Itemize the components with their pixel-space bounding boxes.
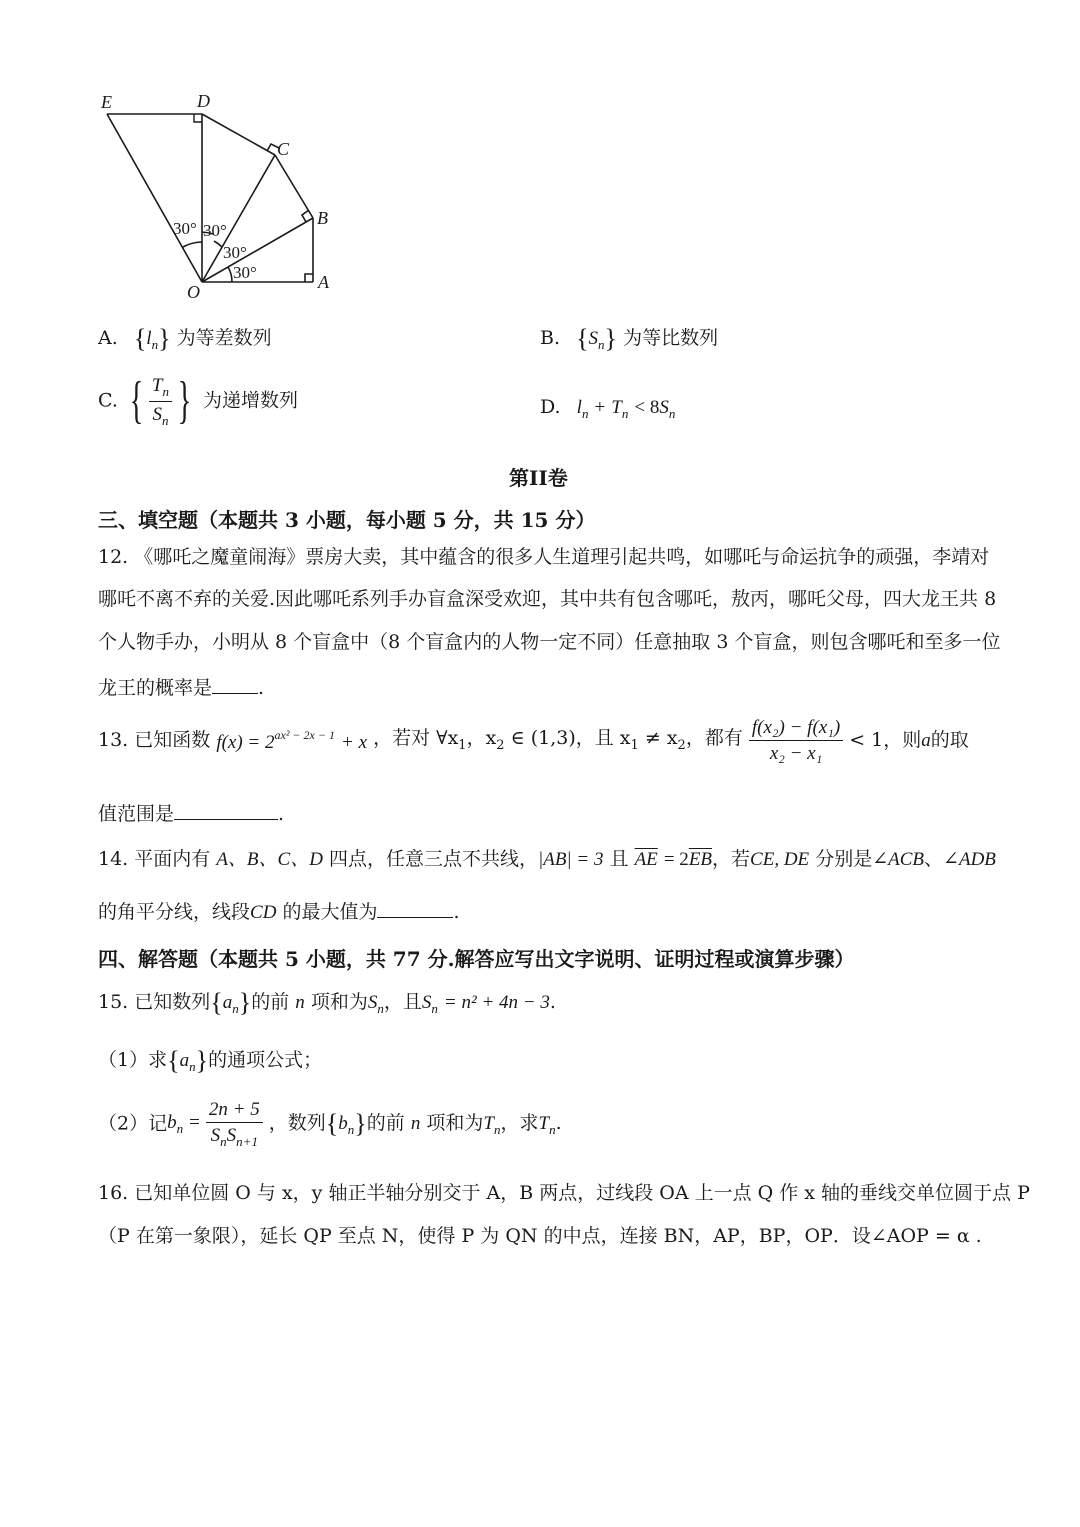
choice-b-text: 为等比数列	[623, 327, 719, 349]
choice-d-lt: < 8	[634, 397, 660, 418]
label-o: O	[187, 282, 200, 302]
q12-line3: 个人物手办，小明从 8 个盲盒中（8 个盲盒内的人物一定不同）任意抽取 3 个盲盒，则包含哪吒和至多一位	[98, 631, 1001, 653]
choice-d-t: T	[611, 397, 622, 418]
q13-line1: 13. 已知函数 $f(x) = 2^{ax^2 - 2x - 1} + x$ ，若对 $\forall x_1$，$x_2$ ∈ (1,3)，且 $x_1 \ne x_2$，都有 $\frac{\text{f(x₂) − f(x₁)}}{\text{x₂ − x₁}}$ < 1，则a的取	[98, 717, 969, 764]
q13-line2: 值范围是 .	[98, 803, 285, 825]
q16-line1: 16. 已知单位圆 O 与 x，y 轴正半轴分别交于 A，B 两点，过线段 OA 上一点 Q 作 x 轴的垂线交单位圆于点 P	[98, 1182, 1030, 1204]
choice-a-label: A.	[98, 327, 118, 349]
section3-heading: 三、填空题（本题共 3 小题，每小题 5 分，共 15 分）	[98, 508, 596, 532]
q13-answer-blank[interactable]	[174, 802, 278, 820]
q15-stem: 15. 已知数列$\{a_n\}$的前 n 项和为$S_n$，且$S_n = n^2 + 4n - 3$.	[98, 988, 556, 1017]
section4-heading: 四、解答题（本题共 5 小题，共 77 分.解答应写出文字说明、证明过程或演算步骤）	[98, 947, 855, 971]
choice-c: C. { $\frac{T_n}{S_n}$ } 为递增数列	[98, 372, 299, 429]
q12-line1: 12. 《哪吒之魔童闹海》票房大卖，其中蕴含的很多人生道理引起共鸣，如哪吒与命运抗争的顽强，李靖对	[98, 546, 990, 568]
q14-answer-blank[interactable]	[377, 900, 453, 918]
q12-line4: 龙王的概率是 .	[98, 677, 265, 699]
q15-fraction: $\frac{2n + 5}{S_nS_{n+1}}$	[206, 1100, 263, 1148]
arc-1	[228, 267, 232, 282]
choice-c-num: T	[151, 374, 163, 396]
label-c: C	[277, 139, 290, 159]
choice-d-l: l	[576, 397, 582, 418]
q13-function: f(x) = 2	[216, 732, 275, 753]
label-e: E	[101, 92, 112, 112]
choice-b-sub: n	[598, 337, 605, 352]
choice-a-math: l	[146, 328, 152, 349]
choice-a: A. $\{l_n\}$ 为等差数列	[98, 324, 272, 353]
q14-line1: 14. 平面内有 A、B、C、D 四点，任意三点不共线，|AB| = 3 且 $\overline{AE} = 2\overline{EB}$，若CE, DE 分别是∠ACB、∠ADB	[98, 848, 996, 870]
q12-line2: 哪吒不离不弃的关爱.因此哪吒系列手办盲盒深受欢迎，其中共有包含哪吒，敖丙，哪吒父母，四大龙王共 8	[98, 588, 997, 610]
choice-c-den: S	[152, 403, 162, 425]
q13-exponent: ax² − 2x − 1	[274, 728, 335, 742]
label-a: A	[318, 272, 329, 292]
q16-line2: （P 在第一象限），延长 QP 至点 N，使得 P 为 QN 的中点，连接 BN，AP，BP，OP．设∠AOP = α .	[98, 1225, 982, 1247]
choice-c-text: 为递增数列	[203, 389, 299, 412]
angle-label-1: 30°	[233, 263, 257, 282]
choice-a-sub: n	[151, 337, 159, 352]
q12-text: 龙王的概率是	[98, 677, 213, 699]
angle-label-2: 30°	[223, 243, 247, 262]
choice-b: B. $\{S_n\}$ 为等比数列	[540, 324, 719, 353]
choice-a-text: 为等差数列	[176, 327, 272, 349]
choice-d-label: D.	[540, 396, 561, 418]
segment-cd	[202, 114, 275, 155]
arc-2	[214, 241, 222, 247]
label-d: D	[197, 91, 210, 111]
choice-d-s: S	[659, 397, 669, 418]
segment-oe	[107, 114, 202, 282]
choice-d-plus: +	[594, 397, 606, 418]
choice-c-label: C.	[98, 389, 118, 412]
figure-svg	[95, 88, 355, 303]
segment-bc	[275, 155, 313, 218]
angle-label-3: 30°	[203, 221, 227, 240]
q15-part1: （1）求$\{a_n\}$的通项公式；	[98, 1046, 323, 1075]
label-b: B	[317, 208, 328, 228]
q15-part2: （2）记$b_n$ = $\frac{2n + 5}{S_nS_{n+1}}$ ，数列$\{b_n\}$的前 n 项和为$T_n$，求$T_n$.	[98, 1099, 562, 1149]
q12-answer-blank[interactable]	[212, 676, 258, 694]
q14-line2: 的角平分线，线段CD 的最大值为 .	[98, 901, 460, 923]
right-angle-a	[305, 274, 313, 282]
choice-d: D. $l_n + T_n < 8S_n$	[540, 396, 676, 421]
angle-label-4: 30°	[173, 219, 197, 238]
right-angle-d	[194, 114, 202, 122]
q13-fraction: $\frac{\text{f(x₂) − f(x₁)}}{\text{x₂ − x₁}}$	[749, 718, 843, 763]
arc-4	[183, 242, 202, 247]
choice-c-fraction: $\frac{T_n}{S_n}$	[149, 376, 172, 427]
choice-b-math: S	[588, 328, 599, 349]
q15-formula: = n² + 4n − 3	[443, 992, 550, 1013]
q13-intro: 13. 已知函数	[98, 729, 211, 751]
choice-b-label: B.	[540, 327, 561, 349]
geometry-figure	[95, 88, 355, 303]
part2-title: 第II卷	[509, 466, 568, 490]
